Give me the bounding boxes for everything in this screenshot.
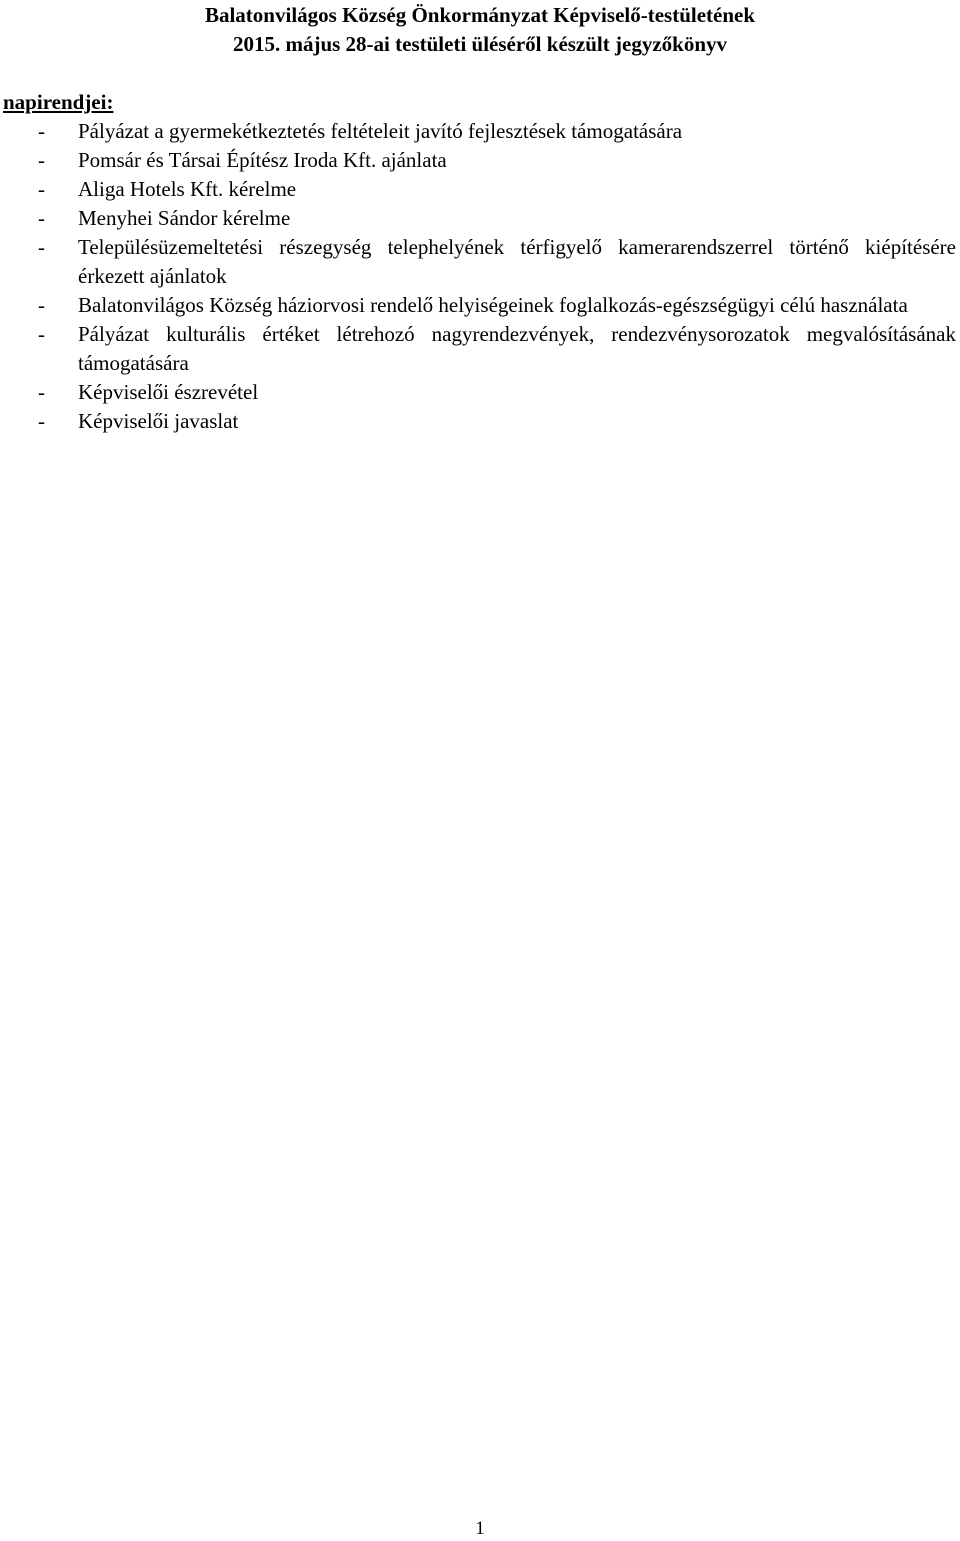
agenda-item — [3, 204, 956, 233]
agenda-section — [3, 88, 956, 436]
list-dash: - — [38, 177, 45, 201]
agenda-item-text: Képviselői észrevétel — [78, 380, 259, 404]
agenda-item-text: Aliga Hotels Kft. kérelme — [78, 177, 297, 201]
list-dash: - — [38, 148, 45, 172]
list-dash: - — [38, 235, 45, 259]
agenda-item — [3, 117, 956, 146]
list-dash: - — [38, 409, 45, 433]
agenda-item — [3, 233, 956, 291]
header-title-line-2: 2015. május 28-ai testületi üléséről készült jegyzőkönyv — [232, 32, 728, 56]
agenda-item — [3, 146, 956, 175]
agenda-item — [3, 378, 956, 407]
list-dash: - — [38, 293, 45, 317]
agenda-item — [3, 320, 956, 378]
agenda-item-text: Településüzemeltetési részegység telephelyének térfigyelő kamerarendszerrel történő kiépítésére érkezett ajánlatok — [78, 235, 956, 288]
list-dash: - — [38, 119, 45, 143]
agenda-item-text: Pályázat a gyermekétkeztetés feltételeit javító fejlesztések támogatására — [78, 119, 683, 143]
agenda-item-text: Képviselői javaslat — [78, 409, 239, 433]
agenda-list — [3, 117, 956, 436]
list-dash: - — [38, 206, 45, 230]
list-dash: - — [38, 322, 45, 346]
document-header — [0, 0, 960, 59]
agenda-item — [3, 175, 956, 204]
agenda-title: napirendjei: — [3, 90, 114, 114]
list-dash: - — [38, 380, 45, 404]
agenda-item-text: Balatonvilágos Község háziorvosi rendelő helyiségeinek foglalkozás-egészségügyi célú használata — [78, 293, 908, 317]
agenda-item — [3, 291, 956, 320]
header-title-line-1: Balatonvilágos Község Önkormányzat Képviselő-testületének — [204, 3, 756, 27]
agenda-item-text: Menyhei Sándor kérelme — [78, 206, 291, 230]
agenda-item-text: Pályázat kulturális értéket létrehozó nagyrendezvények, rendezvénysorozatok megvalósításának támogatására — [78, 322, 956, 375]
page-number: 1 — [475, 1518, 485, 1539]
agenda-item-text: Pomsár és Társai Építész Iroda Kft. ajánlata — [78, 148, 447, 172]
agenda-item — [3, 407, 956, 436]
